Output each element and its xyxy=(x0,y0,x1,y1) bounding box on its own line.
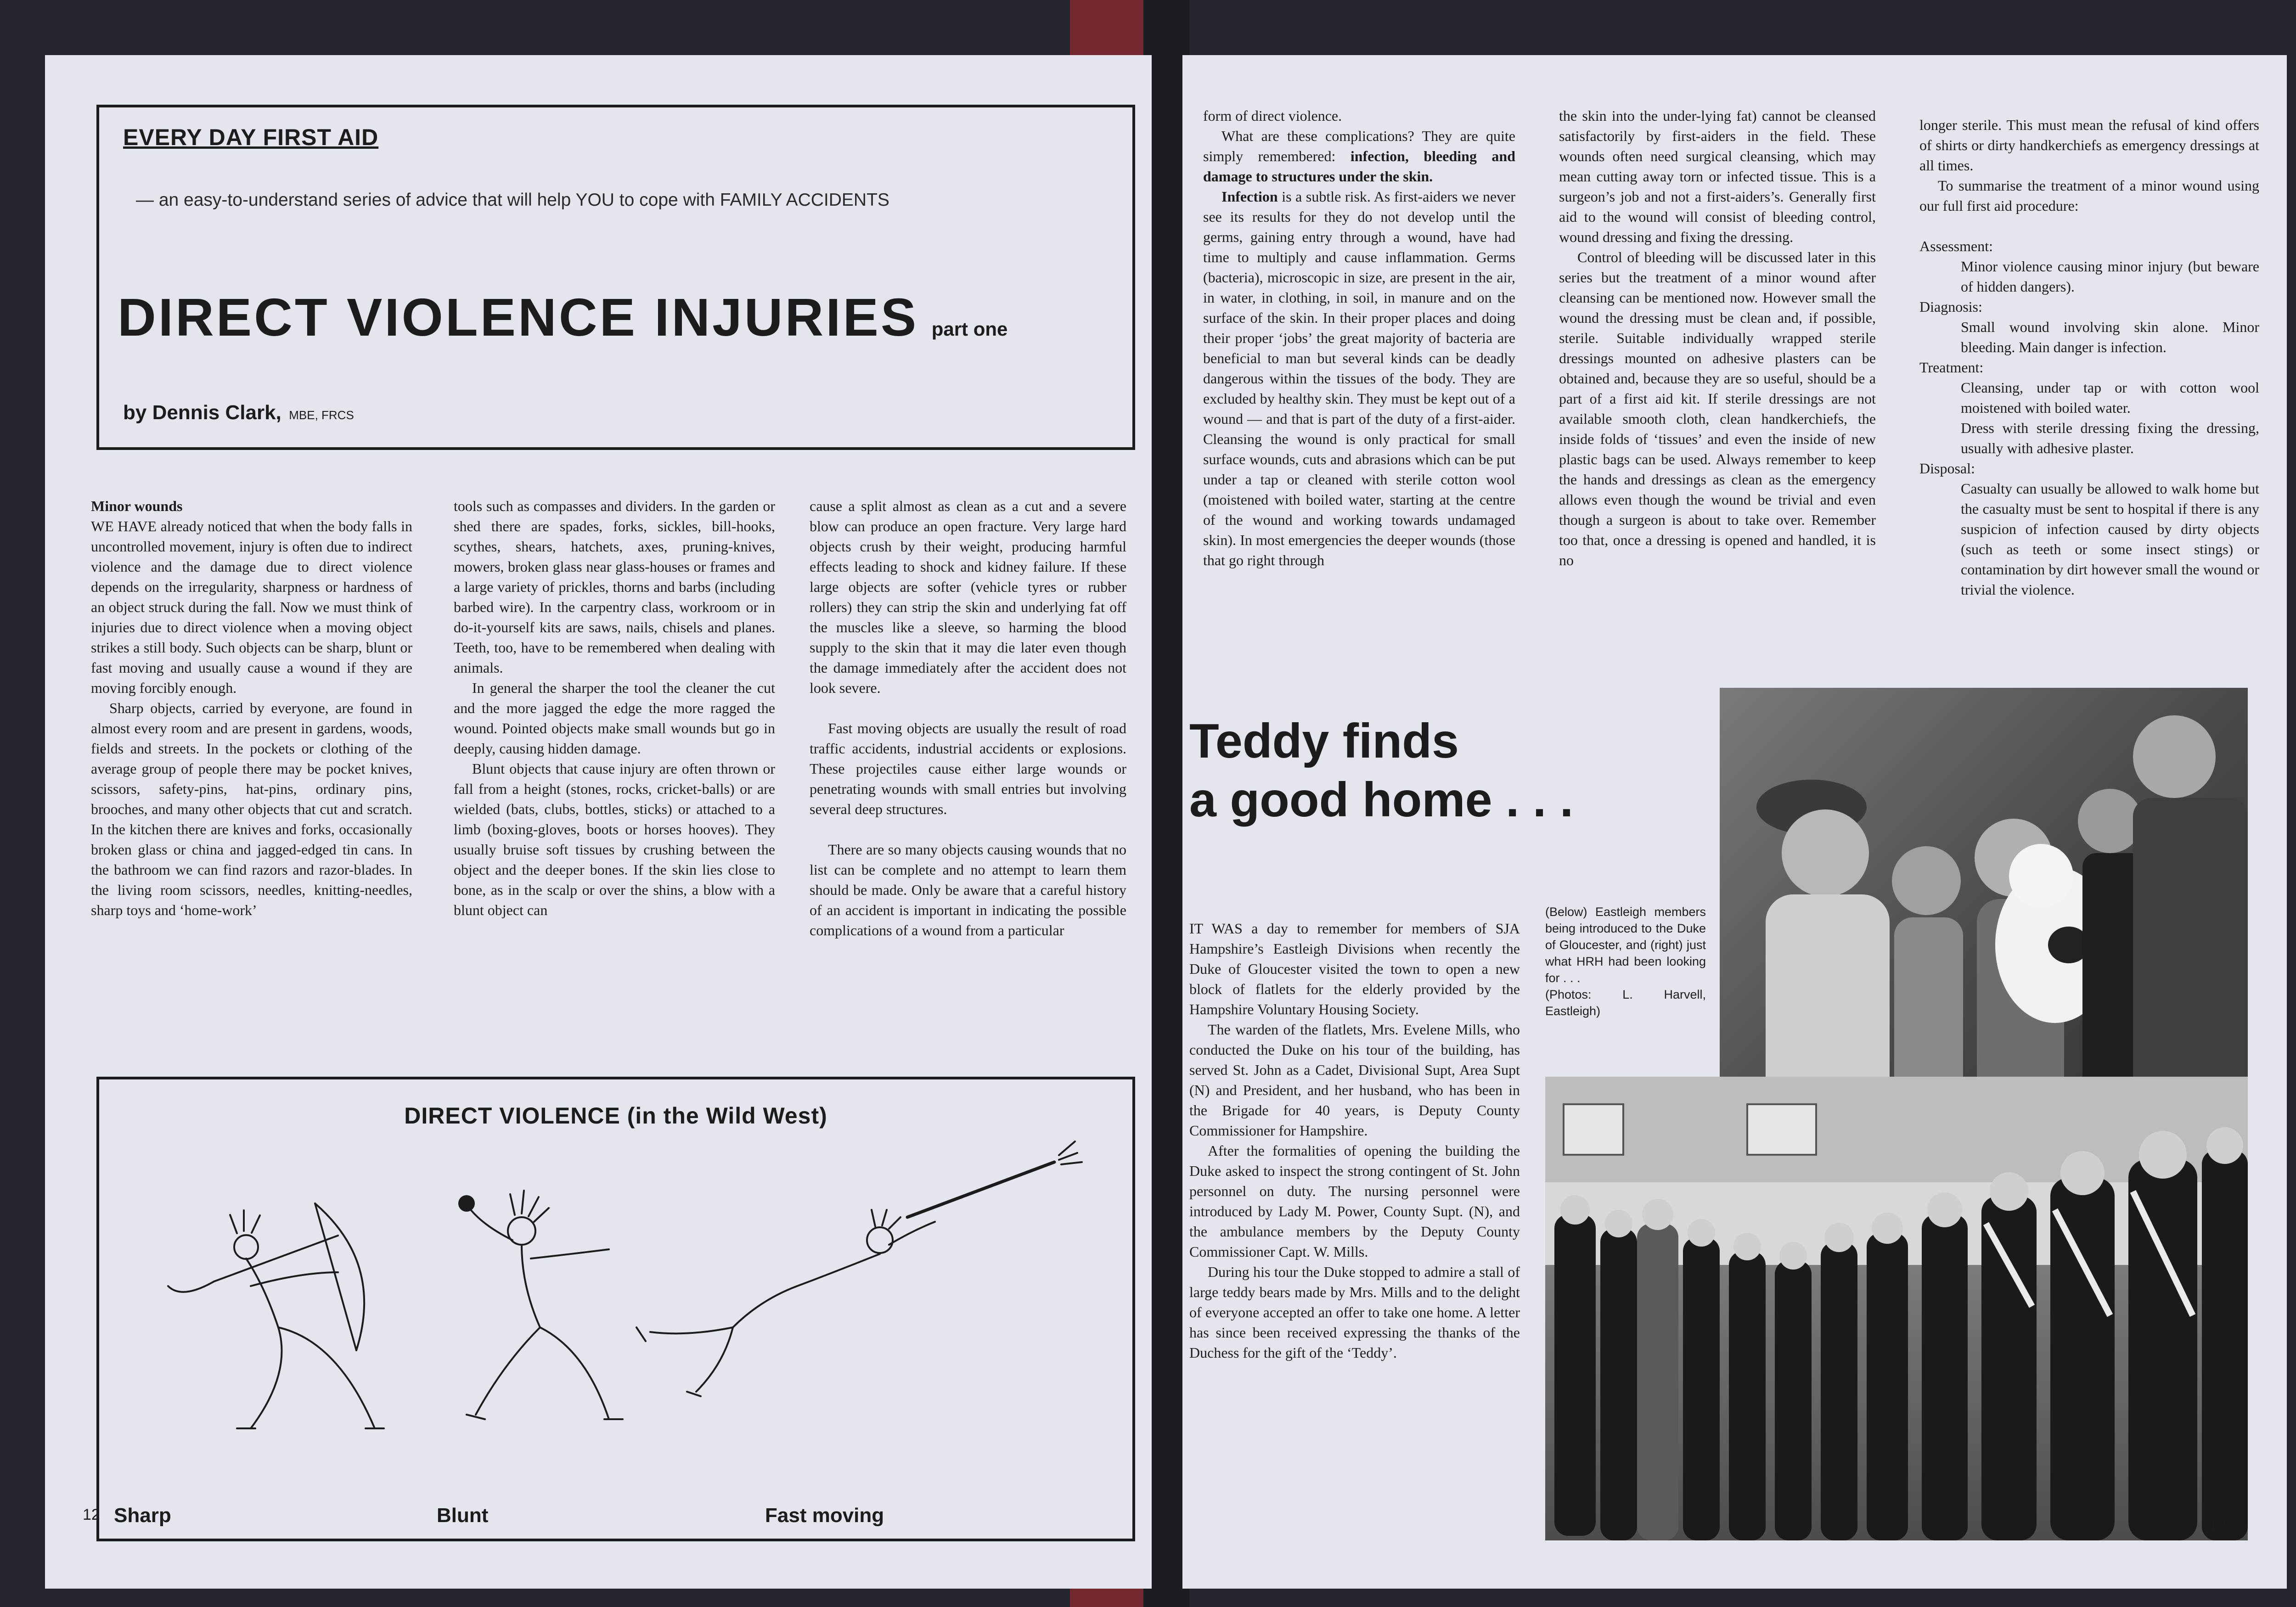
byline-honours: MBE, FRCS xyxy=(289,408,354,422)
paragraph: tools such as compasses and dividers. In the garden or shed there are spades, forks, sickles, bill-hooks, scythes, shears, hatchets, axes, pruning-knives, mowers, broken glass near glass-houses or frames and a large variety of prickles, thorns and barbs (including barbed wire). In the carpentry class, workroom or in do-it-yourself kits are saws, nails, chisels and planes. Teeth, too, have to be remembered when dealing with animals. xyxy=(454,498,775,676)
photo-credit: (Photos: L. Harvell, Eastleigh) xyxy=(1545,988,1706,1018)
page-number-right: 13 xyxy=(2209,1517,2226,1535)
label-fast-moving: Fast moving xyxy=(765,1504,884,1527)
paragraph xyxy=(1203,186,1515,570)
series-tagline: — an easy-to-understand series of advice that will help YOU to cope with FAMILY ACCIDENTS xyxy=(136,190,889,210)
left-column-2 xyxy=(454,496,775,920)
list-item: Cleansing, under tap or with cotton wool moistened with boiled water. xyxy=(1961,379,2259,416)
paragraph: There are so many objects causing wounds that no list can be complete and no attempt to learn them should be made. Only be aware that a careful history of an accident is important in indicating the possible complications of a wound from a particular xyxy=(810,841,1126,938)
teddy-headline-line1: Teddy finds xyxy=(1189,714,1459,768)
list-label: Disposal: xyxy=(1919,460,1975,477)
left-column-1 xyxy=(91,496,412,920)
paragraph: During his tour the Duke stopped to admire a stall of large teddy bears made by Mrs. Mills and to the delight of everyone accepted an offer to take one home. A letter has since been received expressing the thanks of the Duchess for the gift of the ‘Teddy’. xyxy=(1189,1264,1520,1361)
byline xyxy=(123,401,354,424)
label-blunt: Blunt xyxy=(437,1504,489,1527)
rifle-figure xyxy=(636,1141,1082,1396)
paragraph: IT WAS a day to remember for members of SJA Hampshire’s Eastleigh Divisions when recently the Duke of Gloucester visited the town to open a new block of flatlets for the elderly provided by the Hampshire Voluntary Housing Society. xyxy=(1189,920,1520,1017)
page-number-left: 12 xyxy=(83,1506,100,1523)
photo-inspection-shapes xyxy=(1545,1077,2248,1540)
paragraph: The warden of the flatlets, Mrs. Evelene Mills, who conducted the Duke on his tour of the building, has served St. John as a Cadet, Divisional Supt, Area Supt (N) and President, and her husband, who has been in the Brigade for 40 years, is Deputy County Commissioner for Hampshire. xyxy=(1189,1021,1520,1139)
paragraph: Control of bleeding will be discussed later in this series but the treatment of a minor wound after cleansing can be mentioned now. However small the wound the dressing must be clean and, if possible, sterile. Suitable individually wrapped sterile dressings mounted on adhesive plasters can be obtained and, because they are so useful, should be a part of a first aid kit. If sterile dressings are not available smooth cloth, clean handkerchiefs, the inside folds of ‘tissues’ and even the inside of new plastic bags can be used. Always remember to keep the hands and dressings as clean as the emergency allows even though the wound be trivial and even though a surgeon is about to take over. Remember too that, once a dressing is opened and handled, it is no xyxy=(1559,249,1876,568)
paragraph: In general the sharper the tool the cleaner the cut and the more jagged the edge the more ragged the wound. Pointed objects make small wounds but go in deeply, causing hidden damage. xyxy=(454,680,775,757)
text-run: What are these complications? They are quite simply remembered: xyxy=(1203,128,1515,164)
photo-teddy-presentation xyxy=(1720,688,2248,1109)
headline-suffix: part one xyxy=(931,318,1008,340)
right-column-3 xyxy=(1919,115,2259,600)
photo-inspection xyxy=(1545,1077,2248,1540)
list-label: Treatment: xyxy=(1919,359,1984,376)
article-header-box xyxy=(96,105,1135,450)
illustration-box xyxy=(96,1077,1135,1541)
blunt-figure xyxy=(459,1191,623,1419)
right-page xyxy=(1182,55,2287,1589)
text-run: is a subtle risk. As first-aiders we never see its results for they do not develop until the germs, gaining entry through a wound, have had time to multiply and cause inflammation. Germs (bacteria), microscopic in size, are present in the air, in water, in clothing, in soil, in manure and on the surface of the skin. In their proper places and doing their proper ‘jobs’ the great majority of bacteria are beneficial to man but several kinds can be deadly dangerous within the tissues of the body. They are excluded by healthy skin. They must be kept out of a wound — and that is part of the duty of a first-aider. Cleansing the wound is only practical for small surface wounds, cuts and abrasions which can be put under a tap or cleaned with sterile cotton wool (moistened with boiled water, starting at the centre of the wound and working towards undamaged skin). In most emergencies the deeper wounds (those that go right through xyxy=(1203,188,1515,568)
paragraph xyxy=(1203,126,1515,186)
photo-teddy-shapes xyxy=(1720,688,2248,1109)
label-sharp: Sharp xyxy=(114,1504,171,1527)
teddy-headline-line2: a good home . . . xyxy=(1189,773,1574,827)
left-page xyxy=(45,55,1152,1589)
article-headline xyxy=(118,287,1007,348)
list-item: Minor violence causing minor injury (but beware of hidden dangers). xyxy=(1961,258,2259,295)
paragraph: longer sterile. This must mean the refusal of kind offers of shirts or dirty handkerchiefs as emergency dressings at all times. xyxy=(1919,117,2259,174)
paragraph: cause a split almost as clean as a cut and a severe blow can produce an open fracture. Very large hard objects crush by their weight, producing harmful effects leading to shock and kidney failure. If these large objects are softer (vehicle tyres or rubber rollers) they can strip the skin and underlying fat off the muscles like a sleeve, so harming the blood supply to the skin that it may die later even though the damage immediately after the accident does not look severe. xyxy=(810,498,1126,696)
right-column-1 xyxy=(1203,106,1515,570)
paragraph: WE HAVE already noticed that when the body falls in uncontrolled movement, injury is often due to indirect violence and the damage due to direct violence depends on the irregularity, sharpness or hardness of an object struck during the fall. Now we must think of injuries due to direct violence when a moving object strikes a still body. Such objects can be sharp, blunt or fast moving and usually cause a wound if they are moving forcibly enough. xyxy=(91,518,412,696)
teddy-article xyxy=(1189,918,1520,1363)
photo-caption xyxy=(1545,904,1706,1019)
list-label: Diagnosis: xyxy=(1919,298,1982,315)
section-heading: Minor wounds xyxy=(91,498,183,514)
paragraph: To summarise the treatment of a minor wound using our full first aid procedure: xyxy=(1919,177,2259,214)
paragraph: form of direct violence. xyxy=(1203,107,1342,124)
paragraph: the skin into the under-lying fat) cannot be cleansed satisfactorily by first-aiders in the field. These wounds often need surgical cleansing, which may mean cutting away torn or infected tissue. This is a surgeon’s job and not a first-aiders’s. Generally first aid to the wound will consist of bleeding control, wound dressing and fixing the dressing. xyxy=(1559,107,1876,245)
text-emphasis: Infection xyxy=(1221,188,1278,205)
right-column-2 xyxy=(1559,106,1876,570)
list-item: Dress with sterile dressing fixing the dressing, usually with adhesive plaster. xyxy=(1961,420,2259,456)
byline-name: by Dennis Clark, xyxy=(123,401,281,424)
paragraph: Blunt objects that cause injury are often thrown or fall from a height (stones, rocks, cricket-balls) or are wielded (bats, clubs, bottles, sticks) or attached to a limb (boxing-gloves, boots or horses hooves). They usually bruise soft tissues by crushing between the object and the deeper bones. If the skin lies close to bone, as in the scalp or over the shins, a blow with a blunt object can xyxy=(454,760,775,918)
left-column-3 xyxy=(810,496,1126,940)
list-item: Small wound involving skin alone. Minor bleeding. Main danger is infection. xyxy=(1961,319,2259,355)
list-label: Assessment: xyxy=(1919,238,1993,254)
caption-text: (Below) Eastleigh members being introduced to the Duke of Gloucester, and (right) just what HRH had been looking for . . . xyxy=(1545,905,1706,985)
teddy-headline xyxy=(1189,712,1573,829)
paragraph: After the formalities of opening the building the Duke asked to inspect the strong contingent of St. John personnel on duty. The nursing personnel were introduced by Lady M. Power, County Supt. (N), and the ambulance members by the Deputy County Commissioner Capt. W. Mills. xyxy=(1189,1142,1520,1260)
list-item: Casualty can usually be allowed to walk home but the casualty must be sent to hospital if there is any suspicion of infection caused by dirty objects (such as teeth or some insect stings) or contamination by dirt however small the wound or trivial the violence. xyxy=(1961,480,2259,598)
illustration-title: DIRECT VIOLENCE (in the Wild West) xyxy=(404,1103,827,1129)
headline-main: DIRECT VIOLENCE INJURIES xyxy=(118,287,919,347)
paragraph: Fast moving objects are usually the result of road traffic accidents, industrial accidents or explosions. These projectiles cause either large wounds or penetrating wounds with small entries but involving several deep structures. xyxy=(810,720,1126,817)
series-title: EVERY DAY FIRST AID xyxy=(123,124,379,150)
paragraph: Sharp objects, carried by everyone, are found in almost every room and are present in gardens, woods, fields and streets. In the pockets or clothing of the average group of people there may be pocket knives, scissors, safety-pins, hat-pins, ordinary pins, brooches, and many other objects that cut and scratch. In the kitchen there are knives and forks, occasionally broken glass or china and jagged-edged tin cans. In the bathroom we can find razors and razor-blades. In the living room scissors, needles, knitting-needles, sharp toys and ‘home-work’ xyxy=(91,700,412,918)
text-emphasis: infection, bleeding and damage to structures under the skin. xyxy=(1203,148,1515,185)
illustration-art xyxy=(99,1135,1132,1465)
archer-figure xyxy=(168,1203,384,1428)
